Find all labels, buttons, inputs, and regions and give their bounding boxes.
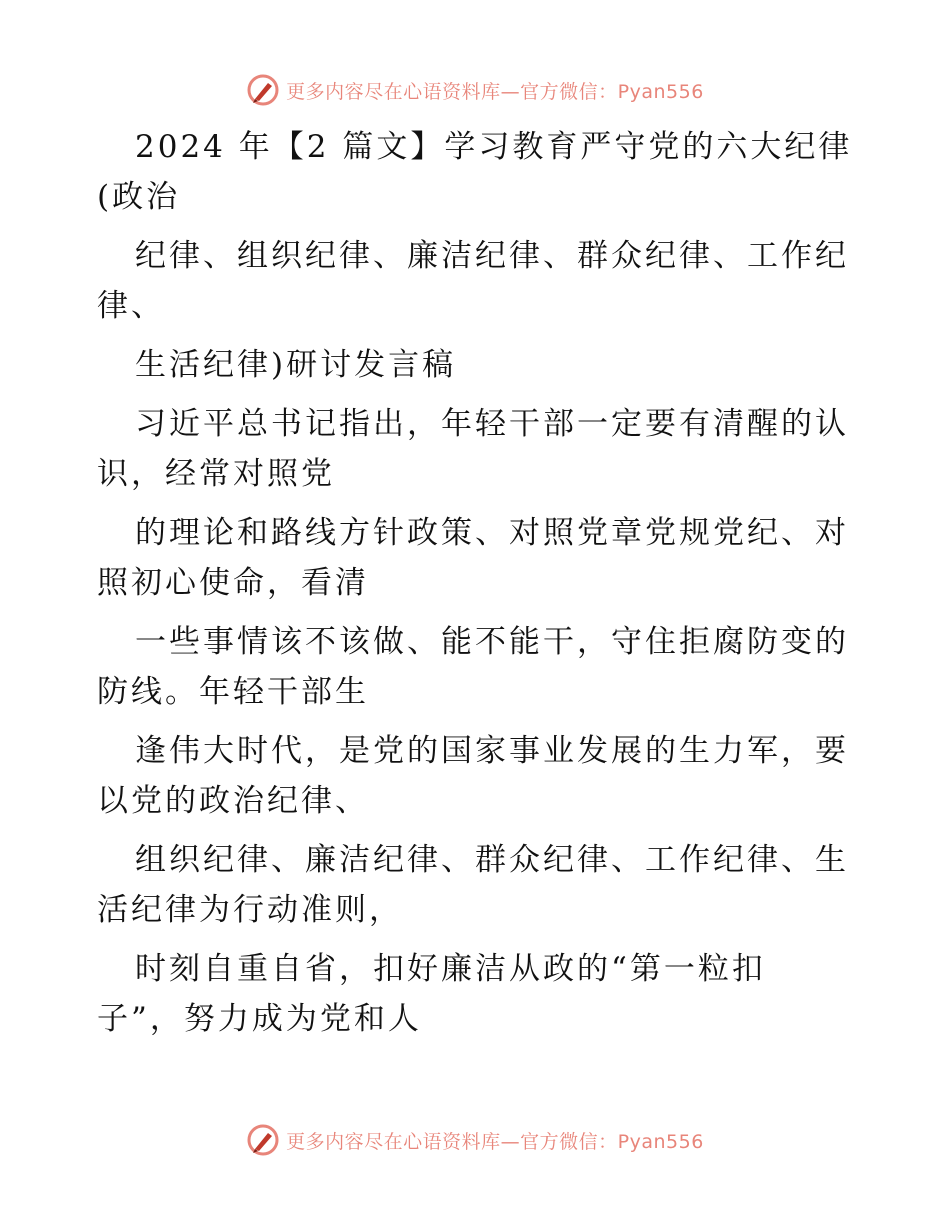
text-line: 识，经常对照党 bbox=[97, 456, 335, 492]
text-line: 子”，努力成为党和人 bbox=[97, 1001, 422, 1037]
document-body bbox=[97, 122, 853, 1044]
text-line: 纪律、组织纪律、廉洁纪律、群众纪律、工作纪 bbox=[135, 238, 849, 274]
text-line: 律、 bbox=[97, 288, 165, 324]
text-line: 时刻自重自省，扣好廉洁从政的“第一粒扣 bbox=[135, 951, 766, 987]
text-line: 逢伟大时代，是党的国家事业发展的生力军，要 bbox=[135, 733, 849, 769]
footer-watermark bbox=[0, 1120, 950, 1160]
watermark-text: 更多内容尽在心语资料库—官方微信：Pyan556 bbox=[286, 80, 704, 103]
text-line: 活纪律为行动准则， bbox=[97, 892, 403, 928]
pen-logo-icon bbox=[246, 1123, 280, 1157]
watermark-text: 更多内容尽在心语资料库—官方微信：Pyan556 bbox=[286, 1130, 704, 1153]
text-line: 防线。年轻干部生 bbox=[97, 674, 369, 710]
pen-logo-icon bbox=[246, 73, 280, 107]
text-line: 一些事情该不该做、能不能干，守住拒腐防变的 bbox=[135, 624, 849, 660]
text-line: (政治 bbox=[97, 179, 181, 215]
text-line: 照初心使命，看清 bbox=[97, 565, 369, 601]
text-line: 组织纪律、廉洁纪律、群众纪律、工作纪律、生 bbox=[135, 842, 849, 878]
text-line: 习近平总书记指出，年轻干部一定要有清醒的认 bbox=[135, 406, 849, 442]
text-line: 2024 年【2 篇文】学习教育严守党的六大纪律 bbox=[135, 129, 853, 165]
text-line: 的理论和路线方针政策、对照党章党规党纪、对 bbox=[135, 515, 849, 551]
text-line: 生活纪律)研讨发言稿 bbox=[135, 347, 457, 383]
text-line: 以党的政治纪律、 bbox=[97, 783, 369, 819]
header-watermark bbox=[0, 70, 950, 110]
